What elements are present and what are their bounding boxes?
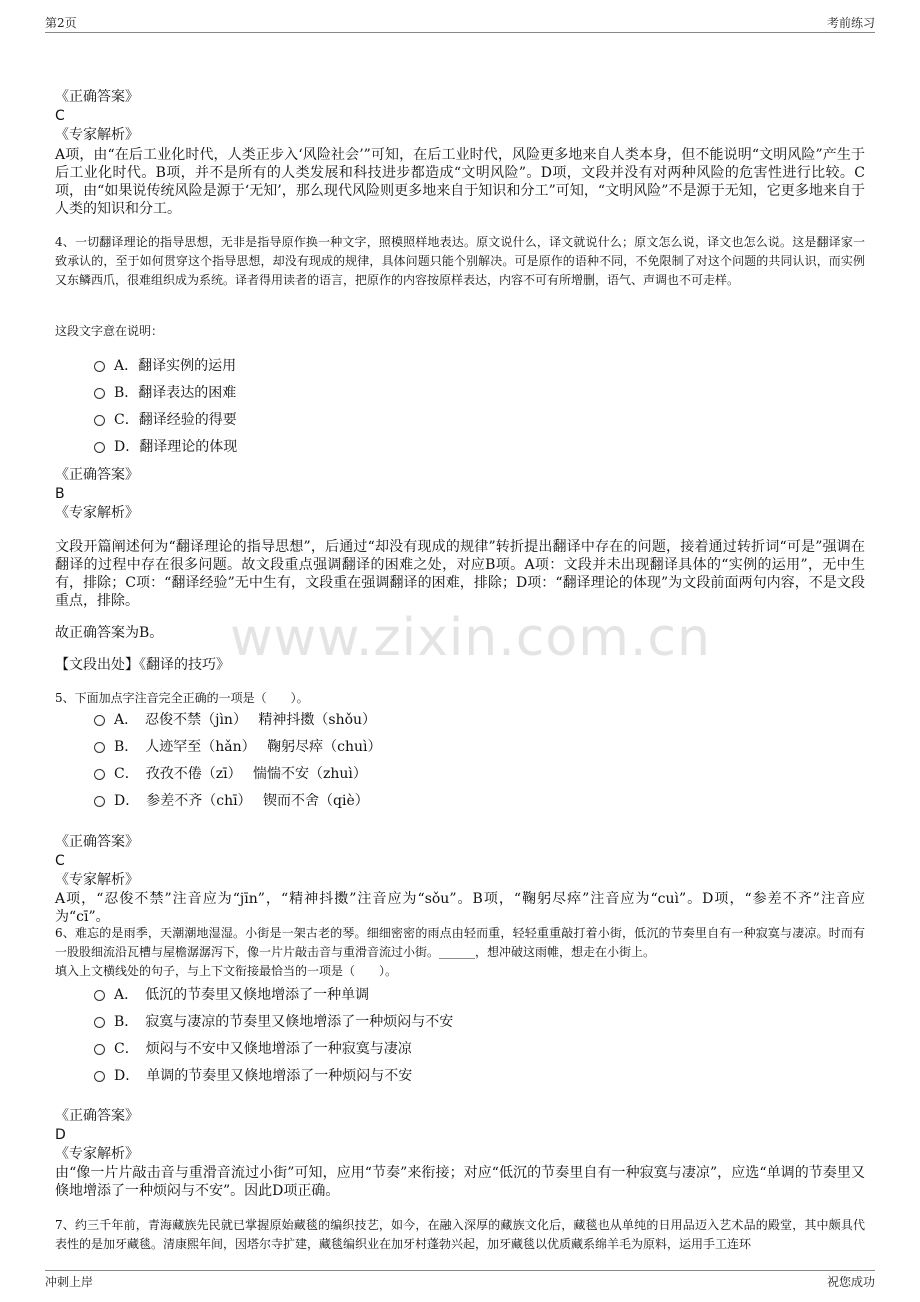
q6-analysis-label: 《专家解析》 (55, 1146, 139, 1162)
radio-icon[interactable] (94, 1017, 105, 1028)
q4-conclusion: 故正确答案为B。 (55, 625, 164, 641)
q4-analysis-label: 《专家解析》 (55, 505, 139, 521)
q4-option-c[interactable]: C．翻译经验的得要 (94, 410, 237, 430)
footer-right: 祝您成功 (826, 1275, 875, 1289)
q4-answer: B (55, 486, 65, 502)
q6-option-c[interactable]: C． 烦闷与不安中又倏地增添了一种寂寞与凄凉 (94, 1039, 412, 1059)
q6-analysis: 由“像一片片敲击音与重滑音流过小街”可知，应用“节奏”来衔接；对应“低沉的节奏里自有一种寂寞与凄凉”，应选“单调的节奏里又倏地增添了一种烦闷与不安”。因此D项正确。 (55, 1165, 865, 1199)
radio-icon[interactable] (94, 415, 105, 426)
q4-option-a[interactable]: A．翻译实例的运用 (94, 356, 236, 376)
page-header (45, 14, 875, 33)
page-footer (45, 1270, 875, 1293)
q4-answer-label: 《正确答案》 (55, 467, 139, 483)
q6-answer: D (55, 1127, 66, 1143)
q6-passage: 6、难忘的是雨季，天潮潮地湿湿。小街是一架古老的琴。细细密密的雨点由轻而重，轻轻重重敲打着小街，低沉的节奏里自有一种寂寞与凄凉。时而有一股股细流沿瓦槽与屋檐潺潺泻下，像一片片敲击音与重滑音流过小街。______，想冲破这雨帷，想走在小街上。 (55, 926, 865, 959)
radio-icon[interactable] (94, 1071, 105, 1082)
q3-answer: C (55, 108, 65, 124)
radio-icon[interactable] (94, 990, 105, 1001)
q4-prompt: 这段文字意在说明： (55, 324, 164, 338)
q5-analysis-label: 《专家解析》 (55, 872, 139, 888)
q5-option-b[interactable]: B． 人迹罕至（hǎn） 鞠躬尽瘁（chuì） (94, 737, 381, 757)
q5-option-d[interactable]: D． 参差不齐（chī） 锲而不舍（qiè） (94, 791, 369, 811)
radio-icon[interactable] (94, 742, 105, 753)
q3-analysis-label: 《专家解析》 (55, 127, 139, 143)
q6-question: 填入上文横线处的句子，与上下文衔接最恰当的一项是（ ）。 (55, 964, 398, 978)
page-number: 第2页 (45, 16, 77, 30)
q7-passage: 7、约三千年前，青海藏族先民就已掌握原始藏毯的编织技艺，如今，在融入深厚的藏族文化后，藏毯也从单纯的日用品迈入艺术品的殿堂，其中颇具代表性的是加牙藏毯。清康熙年间，因塔尔寺扩建，藏毯编织业在加牙村蓬勃兴起，加牙藏毯以优质藏系绵羊毛为原料，运用手工连环 (55, 1218, 865, 1251)
q5-option-c[interactable]: C． 孜孜不倦（zī） 惴惴不安（zhuì） (94, 764, 367, 784)
header-title: 考前练习 (826, 16, 875, 30)
q3-answer-label: 《正确答案》 (55, 89, 139, 105)
radio-icon[interactable] (94, 1044, 105, 1055)
radio-icon[interactable] (94, 361, 105, 372)
radio-icon[interactable] (94, 442, 105, 453)
q3-analysis: A项，由“在后工业化时代，人类正步入‘风险社会’”可知，在后工业时代，风险更多地来自人类本身，但不能说明“文明风险”产生于后工业化时代。B项，并不是所有的人类发展和科技进步都造成“文明风险”。D项，文段并没有对两种风险的危害性进行比较。C项，由“如果说传统风险是源于‘无知’，那么现代风险则更多地来自于知识和分工”可知，“文明风险”不是源于无知，它更多地来自于人类的知识和分工。 (55, 147, 865, 217)
q4-source: 【文段出处】《翻译的技巧》 (55, 657, 230, 673)
q6-answer-label: 《正确答案》 (55, 1108, 139, 1124)
q6-option-d[interactable]: D． 单调的节奏里又倏地增添了一种烦闷与不安 (94, 1066, 412, 1086)
radio-icon[interactable] (94, 715, 105, 726)
q5-analysis: A项，“忍俊不禁”注音应为“jīn”，“精神抖擞”注音应为“sǒu”。B项，“鞠躬尽瘁”注音应为“cuì”。D项，“参差不齐”注音应为“cī”。 (55, 891, 865, 925)
q4-analysis: 文段开篇阐述何为“翻译理论的指导思想”，后通过“却没有现成的规律”转折提出翻译中存在的问题，接着通过转折词“可是”强调在翻译的过程中存在很多问题。故文段重点强调翻译的困难之处，对应B项。A项：文段并未出现翻译具体的“实例的运用”，无中生有，排除；C项：“翻译经验”无中生有，文段重在强调翻译的困难，排除；D项：“翻译理论的体现”为文段前面两句内容，不是文段重点，排除。 (55, 539, 865, 609)
radio-icon[interactable] (94, 796, 105, 807)
q5-answer-label: 《正确答案》 (55, 834, 139, 850)
q4-passage: 4、一切翻译理论的指导思想，无非是指导原作换一种文字，照模照样地表达。原文说什么，译文就说什么；原文怎么说，译文也怎么说。这是翻译家一致承认的，至于如何贯穿这个指导思想，却没有现成的规律，具体问题只能个别解决。可是原作的语种不同，不免限制了对这个问题的共同认识，而实例又东鳞西爪，很难组织成为系统。译者得用读者的语言，把原作的内容按原样表达，内容不可有所增删，语气、声调也不可走样。 (55, 235, 865, 287)
q4-option-b[interactable]: B．翻译表达的困难 (94, 383, 236, 403)
q4-option-d[interactable]: D．翻译理论的体现 (94, 437, 237, 457)
q5-option-a[interactable]: A． 忍俊不禁（jìn） 精神抖擞（shǒu） (94, 710, 376, 730)
q6-option-a[interactable]: A． 低沉的节奏里又倏地增添了一种单调 (94, 985, 369, 1005)
radio-icon[interactable] (94, 388, 105, 399)
q6-option-b[interactable]: B． 寂寞与凄凉的节奏里又倏地增添了一种烦闷与不安 (94, 1012, 453, 1032)
radio-icon[interactable] (94, 769, 105, 780)
q5-question: 5、下面加点字注音完全正确的一项是（ ）。 (55, 691, 309, 705)
footer-left: 冲刺上岸 (45, 1275, 94, 1289)
watermark: www.zixin.com.cn (230, 608, 711, 668)
q5-answer: C (55, 853, 65, 869)
